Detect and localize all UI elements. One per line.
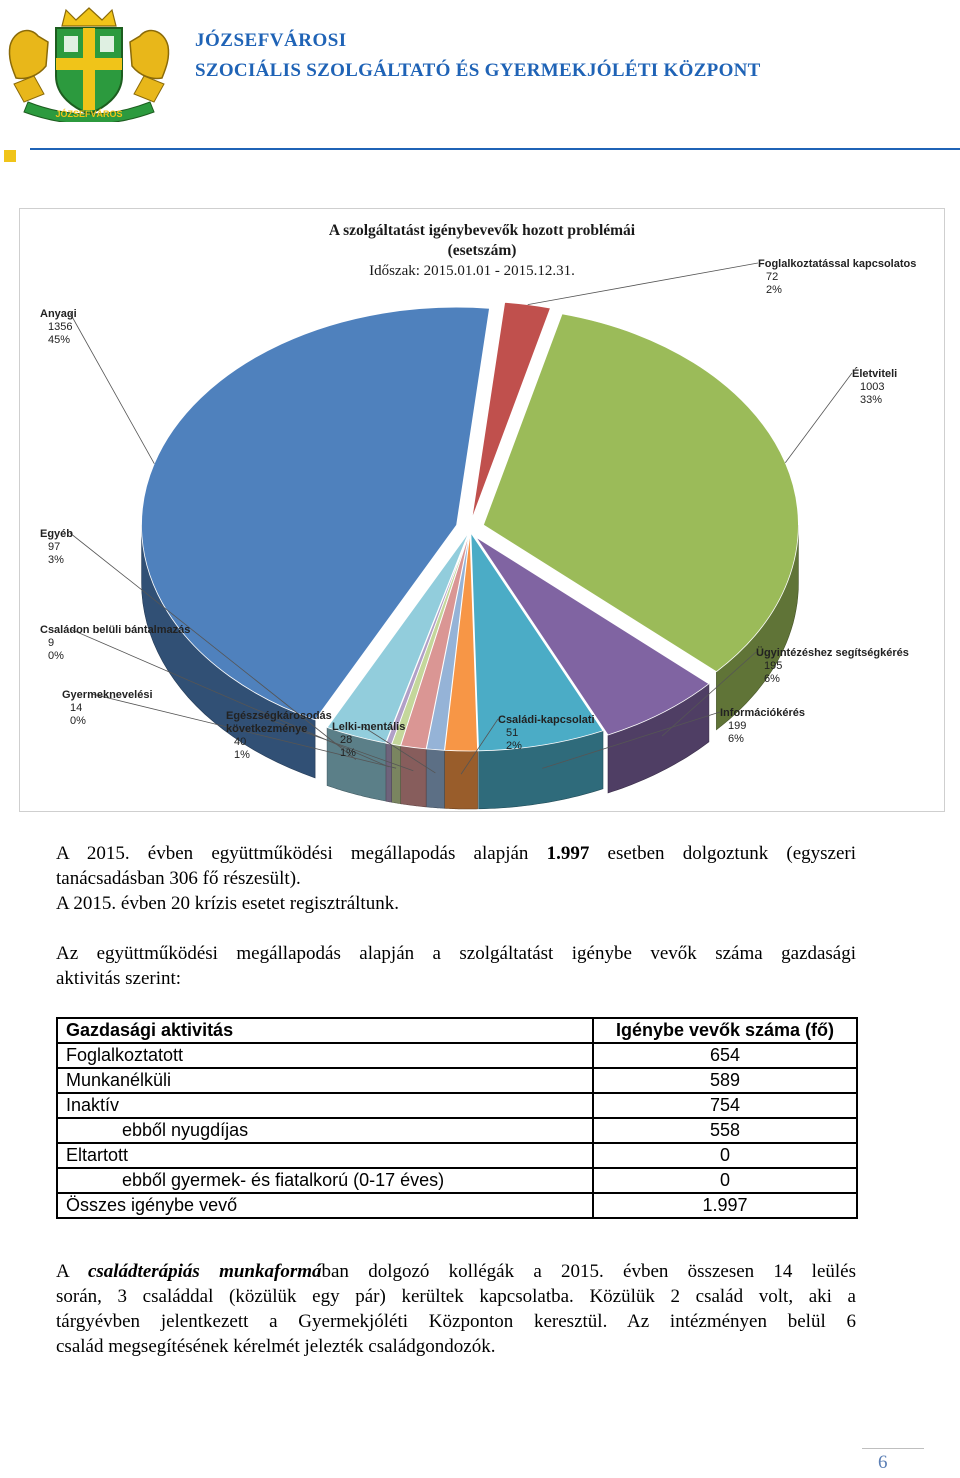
pie-slice-side-csaladi-kapcsolati (445, 750, 478, 809)
pie-label-csaladi-kapcsolati: Családi-kapcsolati 51 2% (498, 714, 595, 752)
activity-intro-paragraph (56, 941, 856, 991)
table-row (57, 1043, 857, 1068)
table-cell-activity: ebből gyermek- és fiatalkorú (0-17 éves) (57, 1168, 593, 1193)
pie-label-gyermeknevelesi: Gyermeknevelési 14 0% (62, 689, 153, 727)
pie-label-anyagi: Anyagi 1356 45% (40, 308, 77, 346)
pie-slice-side-egeszsegkarosodas-kovetkezmenye (401, 746, 426, 807)
table-cell-count: 0 (593, 1143, 857, 1168)
pie-slice-side-lelki-mentalis (426, 749, 444, 808)
family-therapy-emphasis: családterápiás munkaformá (87, 1261, 322, 1282)
intro-line-1-text-end: esetben dolgoztunk (egyszeri (589, 843, 857, 864)
table-cell-count: 0 (593, 1168, 857, 1193)
intro-line-3: A 2015. évben 20 krízis esetet regisztráltunk. (56, 893, 399, 914)
table-row (57, 1118, 857, 1143)
pie-label-informaciokeres: Információkérés 199 6% (720, 707, 805, 745)
pie-chart-panel (19, 208, 945, 812)
header-divider (30, 148, 960, 150)
pie-slice-side-gyermeknevelesi (392, 744, 401, 804)
family-therapy-line-3: tárgyévben jelentkezett a Gyermekjóléti Központon keresztül. Az intézményen belül 6 (56, 1311, 856, 1332)
family-therapy-line-1-end: ban dolgozó kollégák a 2015. évben összesen 14 leülés (321, 1261, 856, 1282)
table-cell-activity: Foglalkoztatott (57, 1043, 593, 1068)
chart-subtitle: Időszak: 2015.01.01 - 2015.12.31. (369, 263, 575, 279)
table-cell-activity: Inaktív (57, 1093, 593, 1118)
table-cell-activity: Munkanélküli (57, 1068, 593, 1093)
intro-line-1-text: A 2015. évben együttműködési megállapodás alapján (56, 843, 547, 864)
header-bullet-square (4, 150, 16, 162)
table-cell-count: 654 (593, 1043, 857, 1068)
pie-leader-line-anyagi (70, 313, 154, 464)
pie-label-csaladon-beluli-bantalmazas: Családon belüli bántalmazás 9 0% (40, 624, 191, 662)
intro-line-1 (56, 841, 856, 866)
table-cell-activity: Összes igénybe vevő (57, 1193, 593, 1218)
economic-activity-table (56, 1017, 858, 1219)
table-header-count: Igénybe vevők száma (fő) (593, 1018, 857, 1043)
org-name-line2: SZOCIÁLIS SZOLGÁLTATÓ ÉS GYERMEKJÓLÉTI KÖZPONT (195, 60, 761, 81)
table-row (57, 1143, 857, 1168)
chart-title: A szolgáltatást igénybevevők hozott problémái (328, 222, 636, 239)
table-cell-activity: ebből nyugdíjas (57, 1118, 593, 1143)
table-cell-count: 1.997 (593, 1193, 857, 1218)
pie-label-egeszsegkarosodas-kovetkezmenye: Egészségkárosodás következménye 40 1% (226, 710, 332, 761)
pie-label-lelki-mentalis: Lelki-mentális 28 1% (332, 721, 406, 759)
table-cell-count: 558 (593, 1118, 857, 1143)
table-cell-count: 589 (593, 1068, 857, 1093)
table-header-row (57, 1018, 857, 1043)
table-cell-count: 754 (593, 1093, 857, 1118)
activity-intro-line-1: Az együttműködési megállapodás alapján a szolgáltatást igénybe vevők száma gazdasági (56, 943, 856, 964)
pie-slice-side-csaladon-beluli-bantalmazas (386, 743, 392, 802)
org-name-line1: JÓZSEFVÁROSI (195, 30, 347, 51)
pie-label-egyeb: Egyéb 97 3% (40, 528, 74, 566)
pie-chart (20, 209, 944, 811)
intro-line-2: tanácsadásban 306 fő részesült). (56, 868, 301, 889)
pie-leader-line-eletviteli (785, 373, 852, 463)
page-number: 6 (878, 1452, 888, 1473)
pie-label-foglalkoztatassal-kapcsolatos: Foglalkoztatással kapcsolatos 72 2% (758, 258, 917, 296)
total-cases-bold: 1.997 (546, 843, 590, 864)
family-therapy-line-1 (56, 1259, 856, 1284)
coat-of-arms-logo (4, 6, 174, 122)
activity-intro-line-2: aktivitás szerint: (56, 968, 182, 989)
pie-label-ugyintezeshez-segitsegkeres: Ügyintézéshez segítségkérés 195 6% (756, 647, 909, 685)
table-row (57, 1093, 857, 1118)
chart-title-unit: (esetszám) (447, 242, 517, 259)
family-therapy-line-2: során, 3 családdal (közülük egy pár) kerültek kapcsolatba. Közülük 2 család volt, aki a (56, 1286, 856, 1307)
table-row (57, 1068, 857, 1093)
family-therapy-line-4: család megsegítésének kérelmét jelezték családgondozók. (56, 1336, 496, 1357)
table-row (57, 1193, 857, 1218)
table-header-activity: Gazdasági aktivitás (57, 1018, 593, 1043)
logo-ribbon-text: JÓZSEFVÁROS (55, 109, 123, 119)
pie-label-eletviteli: Életviteli 1003 33% (852, 368, 898, 406)
table-cell-activity: Eltartott (57, 1143, 593, 1168)
family-therapy-line-1-start: A (56, 1261, 88, 1282)
intro-paragraph (56, 841, 856, 916)
footer-divider (862, 1448, 924, 1449)
table-row (57, 1168, 857, 1193)
page-header (0, 0, 960, 160)
family-therapy-paragraph (56, 1259, 856, 1359)
